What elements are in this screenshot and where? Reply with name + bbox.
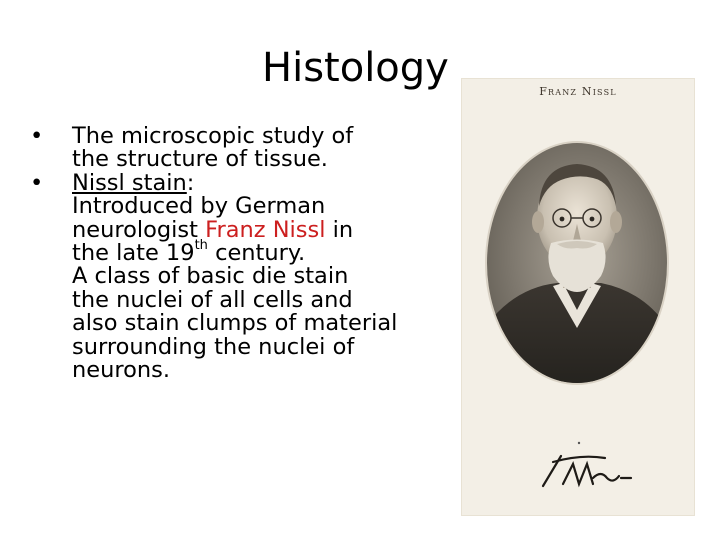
signature-dot — [578, 442, 580, 444]
bullet-2-line-1 — [30, 169, 470, 196]
bullet-glyph: • — [30, 123, 44, 149]
term-colon: : — [186, 169, 195, 196]
slide-title: Histology — [262, 45, 449, 91]
portrait-figure — [481, 138, 681, 398]
bullet-glyph: • — [30, 169, 44, 196]
bullet-list — [30, 125, 470, 382]
body-line: neurons. — [72, 356, 171, 383]
body-line: the late 19 — [72, 239, 195, 266]
ordinal-superscript: th — [194, 238, 208, 254]
bullet-2-line-2 — [30, 195, 470, 218]
body-line: in — [325, 216, 354, 243]
bullet-2-line-9 — [30, 356, 470, 383]
bullet-1-text: The microscopic study of — [72, 123, 354, 149]
bullet-1-line-1 — [30, 125, 470, 148]
bullet-2-line-3 — [30, 216, 470, 243]
body-line: Introduced by German — [72, 193, 326, 220]
bullet-2-line-6 — [30, 286, 470, 313]
bullet-2-line-8 — [30, 333, 470, 360]
portrait-card — [461, 78, 695, 516]
handwritten-signature-icon — [543, 456, 631, 486]
bullet-2-line-7 — [30, 312, 470, 335]
body-line: A class of basic die stain — [72, 263, 349, 290]
body-line: surrounding the nuclei of — [72, 333, 355, 360]
body-line: neurologist — [72, 216, 206, 243]
body-line: the nuclei of all cells and — [72, 286, 353, 313]
bullet-2-line-4 — [30, 238, 470, 266]
bullet-1-line-2 — [30, 148, 470, 171]
body-line: also stain clumps of material — [72, 310, 398, 337]
body-line: century. — [207, 239, 306, 266]
nissl-stain-term: Nissl stain — [72, 169, 187, 196]
portrait-photo — [461, 78, 695, 516]
portrait-caption: Franz Nissl — [539, 85, 617, 98]
bullet-1-text-cont: the structure of tissue. — [72, 146, 328, 173]
bullet-2-line-5 — [30, 265, 470, 288]
franz-nissl-name: Franz Nissl — [205, 216, 326, 243]
